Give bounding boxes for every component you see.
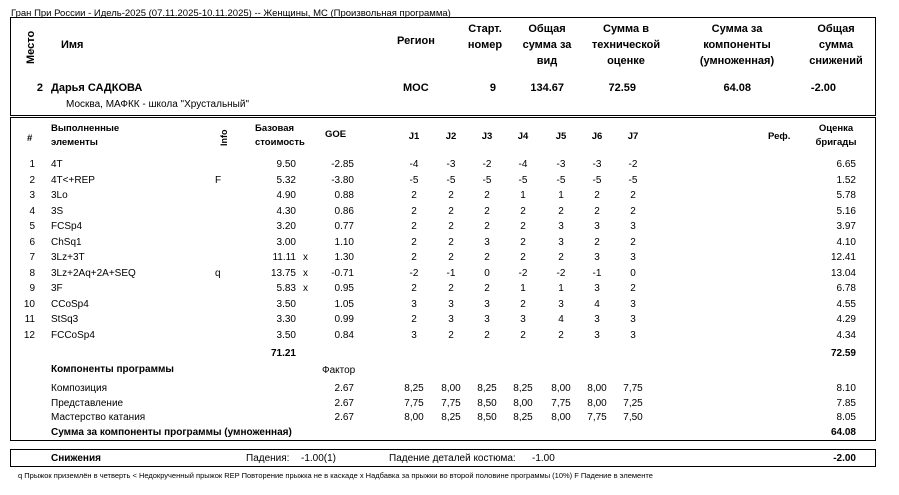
component-judge-mark-1: 8,00 xyxy=(404,412,424,423)
base-value-total: 71.21 xyxy=(270,348,296,359)
element-info: F xyxy=(215,174,222,186)
component-judge-mark-1: 8,25 xyxy=(404,383,424,394)
skater-start-number: 9 xyxy=(489,82,496,94)
component-judge-mark-1: 7,75 xyxy=(404,397,424,409)
elements-scoresheet-box xyxy=(10,117,876,441)
judge-mark-1: 2 xyxy=(411,221,417,232)
element-panel-score: 6.78 xyxy=(836,283,856,294)
judge-header-3: J3 xyxy=(481,131,493,142)
judge-mark-5: 2 xyxy=(558,205,564,217)
judge-mark-2: 2 xyxy=(448,252,454,263)
element-base-value: 4.90 xyxy=(276,190,296,201)
pcs-label: Сумма за компоненты (умноженная) xyxy=(699,23,775,67)
element-panel-score: 13.04 xyxy=(830,267,856,279)
element-goe: 1.10 xyxy=(334,236,354,248)
judge-mark-5: 3 xyxy=(558,221,564,232)
judge-mark-7: 2 xyxy=(630,283,636,294)
judge-mark-6: 3 xyxy=(594,314,600,325)
element-base-value: 3.50 xyxy=(276,329,296,341)
judge-mark-1: 2 xyxy=(411,190,417,201)
name-column-label: Имя xyxy=(61,39,84,51)
judge-mark-1: -2 xyxy=(409,267,419,279)
element-panel-score: 5.16 xyxy=(836,205,856,217)
judge-mark-6: -3 xyxy=(592,159,602,170)
judge-mark-5: -5 xyxy=(556,174,566,186)
judge-mark-5: 1 xyxy=(558,190,564,201)
element-name: CCoSp4 xyxy=(51,298,89,310)
judge-mark-6: 2 xyxy=(594,205,600,217)
component-score: 8.10 xyxy=(836,383,856,394)
judge-mark-3: 2 xyxy=(484,205,490,217)
judge-mark-4: 1 xyxy=(520,283,526,294)
judge-mark-4: -2 xyxy=(518,267,528,279)
element-goe: 1.30 xyxy=(334,252,354,263)
element-base-value: 11.11 xyxy=(272,252,296,263)
judge-mark-1: 2 xyxy=(411,205,417,217)
component-judge-mark-6: 7,75 xyxy=(587,412,607,423)
costume-value: -1.00 xyxy=(532,453,555,464)
judge-mark-3: 3 xyxy=(484,314,490,325)
judge-mark-1: 2 xyxy=(411,252,417,263)
element-bonus-mark: x xyxy=(303,283,308,294)
components-sum-value: 64.08 xyxy=(830,427,856,438)
base-value-header: Базовая стоимость xyxy=(255,123,305,148)
judge-mark-1: 2 xyxy=(411,314,417,325)
element-name: FCSp4 xyxy=(51,221,83,232)
judge-mark-5: 2 xyxy=(558,252,564,263)
components-title: Компоненты программы xyxy=(51,364,174,375)
executed-elements-header: Выполненные элементы xyxy=(51,123,120,148)
judge-mark-7: -5 xyxy=(628,174,638,186)
judge-mark-2: -5 xyxy=(446,174,456,186)
event-title: Гран При России - Идель-2025 (07.11.2025-10.11.2025) -- Женщины, МС (Произвольная программа) xyxy=(11,8,451,19)
element-name: 3Lo xyxy=(51,190,68,201)
element-panel-score: 4.10 xyxy=(836,236,856,248)
deductions-total: -2.00 xyxy=(833,453,856,464)
element-number: 7 xyxy=(29,252,35,263)
judge-mark-2: 2 xyxy=(448,190,454,201)
element-goe: 0.95 xyxy=(334,283,354,294)
element-name: FCCoSp4 xyxy=(51,329,95,341)
judge-mark-5: 4 xyxy=(558,314,564,325)
judge-mark-2: 2 xyxy=(448,283,454,294)
judge-header-6: J6 xyxy=(591,131,603,142)
element-base-value: 5.83 xyxy=(276,283,296,294)
judge-mark-4: -5 xyxy=(518,174,528,186)
judge-mark-4: 1 xyxy=(520,190,526,201)
component-name: Композиция xyxy=(51,383,108,394)
judge-mark-4: -4 xyxy=(518,159,528,170)
deductions-title: Снижения xyxy=(51,453,101,464)
element-name: 3S xyxy=(51,205,64,217)
element-base-value: 3.20 xyxy=(276,221,296,232)
judge-mark-3: -5 xyxy=(482,174,492,186)
element-name: 3Lz+3T xyxy=(51,252,85,263)
element-goe: 0.77 xyxy=(334,221,354,232)
goe-header: GOE xyxy=(325,129,347,140)
judge-mark-6: 3 xyxy=(594,221,600,232)
judge-mark-5: 3 xyxy=(558,236,564,248)
judge-mark-6: 3 xyxy=(594,283,600,294)
judge-mark-2: 2 xyxy=(448,205,454,217)
element-goe: 0.86 xyxy=(334,205,354,217)
judge-mark-6: -5 xyxy=(592,174,602,186)
region-column-label: Регион xyxy=(397,35,435,47)
judge-mark-1: 2 xyxy=(411,236,417,248)
total-score-label: Общая сумма за вид xyxy=(522,23,572,67)
judge-mark-4: 2 xyxy=(520,252,526,263)
component-judge-mark-7: 7,25 xyxy=(623,397,643,409)
judge-mark-2: -3 xyxy=(446,159,456,170)
element-goe: 0.99 xyxy=(334,314,354,325)
judge-mark-2: 2 xyxy=(448,221,454,232)
component-factor: 2.67 xyxy=(334,383,354,394)
judge-mark-7: 3 xyxy=(630,298,636,310)
component-judge-mark-3: 8,25 xyxy=(477,383,497,394)
element-goe: -3.80 xyxy=(331,174,354,186)
panel-score-header: Оценка бригады xyxy=(815,123,857,148)
element-panel-score: 4.34 xyxy=(836,329,856,341)
element-number: 4 xyxy=(29,205,35,217)
element-panel-score: 1.52 xyxy=(836,174,856,186)
component-factor: 2.67 xyxy=(334,412,354,423)
judge-header-1: J1 xyxy=(408,131,420,142)
element-name: 3F xyxy=(51,283,63,294)
judge-mark-5: -2 xyxy=(556,267,566,279)
judge-mark-4: 2 xyxy=(520,236,526,248)
judge-mark-6: 2 xyxy=(594,190,600,201)
component-judge-mark-2: 8,00 xyxy=(441,383,461,394)
judge-mark-3: 3 xyxy=(484,236,490,248)
judge-mark-2: 2 xyxy=(448,236,454,248)
judge-mark-2: 3 xyxy=(448,314,454,325)
element-number: 6 xyxy=(29,236,35,248)
components-sum-label: Сумма за компоненты программы (умноженная) xyxy=(51,427,292,438)
skater-name: Дарья САДКОВА xyxy=(51,82,143,94)
start-number-label: Старт. номер xyxy=(467,23,503,51)
judge-header-5: J5 xyxy=(555,131,567,142)
judge-mark-4: 2 xyxy=(520,329,526,341)
judge-mark-1: 2 xyxy=(411,283,417,294)
judge-mark-7: 3 xyxy=(630,221,636,232)
judge-mark-5: -3 xyxy=(556,159,566,170)
tes-label: Сумма в технической оценке xyxy=(591,23,661,67)
component-name: Мастерство катания xyxy=(51,412,146,423)
judge-mark-2: -1 xyxy=(446,267,456,279)
element-number: 5 xyxy=(29,221,35,232)
element-number: 3 xyxy=(29,190,35,201)
judge-mark-3: 2 xyxy=(484,221,490,232)
referee-header: Реф. xyxy=(768,131,791,142)
judge-mark-7: 3 xyxy=(630,314,636,325)
component-judge-mark-2: 8,25 xyxy=(441,412,461,423)
element-goe: 0.84 xyxy=(334,329,354,341)
judge-mark-3: 3 xyxy=(484,298,490,310)
element-info: q xyxy=(215,267,221,279)
element-name: 3Lz+2Aq+2A+SEQ xyxy=(51,267,136,279)
component-judge-mark-7: 7,50 xyxy=(623,412,643,423)
element-bonus-mark: x xyxy=(303,252,308,263)
element-number: 1 xyxy=(29,159,35,170)
component-judge-mark-4: 8,25 xyxy=(513,383,533,394)
judge-mark-6: 3 xyxy=(594,252,600,263)
judge-mark-3: -2 xyxy=(482,159,492,170)
element-bonus-mark: x xyxy=(303,267,308,279)
legend: q Прыжок приземлён в четверть < Недокрученный прыжок REP Повторение прыжка не в каскаде x Надбавка за прыжки во второй половине программы (10%) F Падение в элементе xyxy=(18,471,653,480)
element-name: 4T<+REP xyxy=(51,174,95,186)
component-judge-mark-3: 8,50 xyxy=(477,397,497,409)
judge-mark-6: -1 xyxy=(592,267,602,279)
judge-mark-7: -2 xyxy=(628,159,638,170)
judge-mark-4: 2 xyxy=(520,205,526,217)
component-score: 8.05 xyxy=(836,412,856,423)
element-number: 10 xyxy=(23,298,35,310)
judge-mark-5: 1 xyxy=(558,283,564,294)
judge-mark-3: 2 xyxy=(484,252,490,263)
element-goe: -2.85 xyxy=(331,159,354,170)
element-number: 11 xyxy=(24,314,35,325)
judge-header-2: J2 xyxy=(445,131,457,142)
judge-mark-1: 3 xyxy=(411,298,417,310)
element-name: ChSq1 xyxy=(51,236,82,248)
component-judge-mark-2: 7,75 xyxy=(441,397,461,409)
element-base-value: 4.30 xyxy=(276,205,296,217)
judge-mark-4: 2 xyxy=(520,298,526,310)
component-judge-mark-4: 8,25 xyxy=(513,412,533,423)
judge-mark-3: 2 xyxy=(484,329,490,341)
element-base-value: 5.32 xyxy=(276,174,296,186)
judge-mark-7: 0 xyxy=(630,267,636,279)
judge-mark-7: 2 xyxy=(630,205,636,217)
element-name: StSq3 xyxy=(51,314,79,325)
element-panel-score: 12.41 xyxy=(830,252,856,263)
component-judge-mark-7: 7,75 xyxy=(623,383,643,394)
element-goe: 0.88 xyxy=(334,190,354,201)
judge-mark-3: 0 xyxy=(484,267,490,279)
component-judge-mark-6: 8,00 xyxy=(587,383,607,394)
element-number: 9 xyxy=(29,283,35,294)
skater-region: MOC xyxy=(403,82,429,94)
judge-mark-5: 3 xyxy=(558,298,564,310)
judge-mark-2: 2 xyxy=(448,329,454,341)
judge-header-4: J4 xyxy=(517,131,529,142)
skater-deductions: -2.00 xyxy=(810,82,836,94)
judge-mark-3: 2 xyxy=(484,190,490,201)
element-panel-score: 4.55 xyxy=(836,298,856,310)
skater-rank: 2 xyxy=(36,82,43,94)
component-name: Представление xyxy=(51,397,124,409)
rank-column-label: Место xyxy=(25,30,37,64)
element-number: 2 xyxy=(29,174,35,186)
skater-club: Москва, МАФКК - школа "Хрустальный" xyxy=(66,99,250,110)
skater-tes: 72.59 xyxy=(608,82,636,94)
element-goe: 1.05 xyxy=(334,298,354,310)
element-base-value: 3.50 xyxy=(276,298,296,310)
skater-total-score: 134.67 xyxy=(530,82,564,94)
component-judge-mark-6: 8,00 xyxy=(587,397,607,409)
judge-mark-4: 3 xyxy=(520,314,526,325)
component-judge-mark-5: 7,75 xyxy=(551,397,571,409)
component-judge-mark-5: 8,00 xyxy=(551,412,571,423)
judge-mark-7: 3 xyxy=(630,252,636,263)
judge-mark-7: 3 xyxy=(630,329,636,341)
component-factor: 2.67 xyxy=(334,397,354,409)
judge-mark-6: 2 xyxy=(594,236,600,248)
info-header: Info xyxy=(219,129,229,146)
element-base-value: 13.75 xyxy=(270,267,296,279)
element-panel-score: 5.78 xyxy=(836,190,856,201)
judge-header-7: J7 xyxy=(627,131,639,142)
element-number: 12 xyxy=(23,329,35,341)
deductions-label: Общая сумма снижений xyxy=(809,23,863,67)
component-judge-mark-4: 8,00 xyxy=(513,397,533,409)
judge-mark-1: 3 xyxy=(411,329,417,341)
element-panel-score: 3.97 xyxy=(836,221,856,232)
skater-pcs: 64.08 xyxy=(723,82,751,94)
judge-mark-1: -4 xyxy=(409,159,419,170)
judge-mark-7: 2 xyxy=(630,236,636,248)
element-number: 8 xyxy=(29,267,35,279)
element-number-header: # xyxy=(27,133,33,144)
component-judge-mark-3: 8,50 xyxy=(477,412,497,423)
judge-mark-2: 3 xyxy=(448,298,454,310)
judge-mark-6: 3 xyxy=(594,329,600,341)
element-base-value: 3.00 xyxy=(276,236,296,248)
judge-mark-7: 2 xyxy=(630,190,636,201)
judge-mark-1: -5 xyxy=(409,174,419,186)
judge-mark-4: 2 xyxy=(520,221,526,232)
deductions-box xyxy=(10,449,876,467)
element-base-value: 3.30 xyxy=(276,314,296,325)
judge-mark-5: 2 xyxy=(558,329,564,341)
judge-mark-3: 2 xyxy=(484,283,490,294)
factor-header: Фактор xyxy=(322,365,356,376)
falls-label: Падения: xyxy=(246,453,290,464)
judge-mark-6: 4 xyxy=(594,298,600,310)
costume-label: Падение деталей костюма: xyxy=(389,453,516,464)
component-score: 7.85 xyxy=(836,397,856,409)
element-panel-score: 6.65 xyxy=(836,159,856,170)
component-judge-mark-5: 8,00 xyxy=(551,383,571,394)
element-base-value: 9.50 xyxy=(276,159,296,170)
element-goe: -0.71 xyxy=(331,267,354,279)
element-name: 4T xyxy=(51,159,63,170)
element-panel-score: 4.29 xyxy=(836,314,856,325)
falls-value: -1.00(1) xyxy=(301,453,337,464)
tes-total: 72.59 xyxy=(830,348,856,359)
skater-summary-box xyxy=(10,17,876,116)
